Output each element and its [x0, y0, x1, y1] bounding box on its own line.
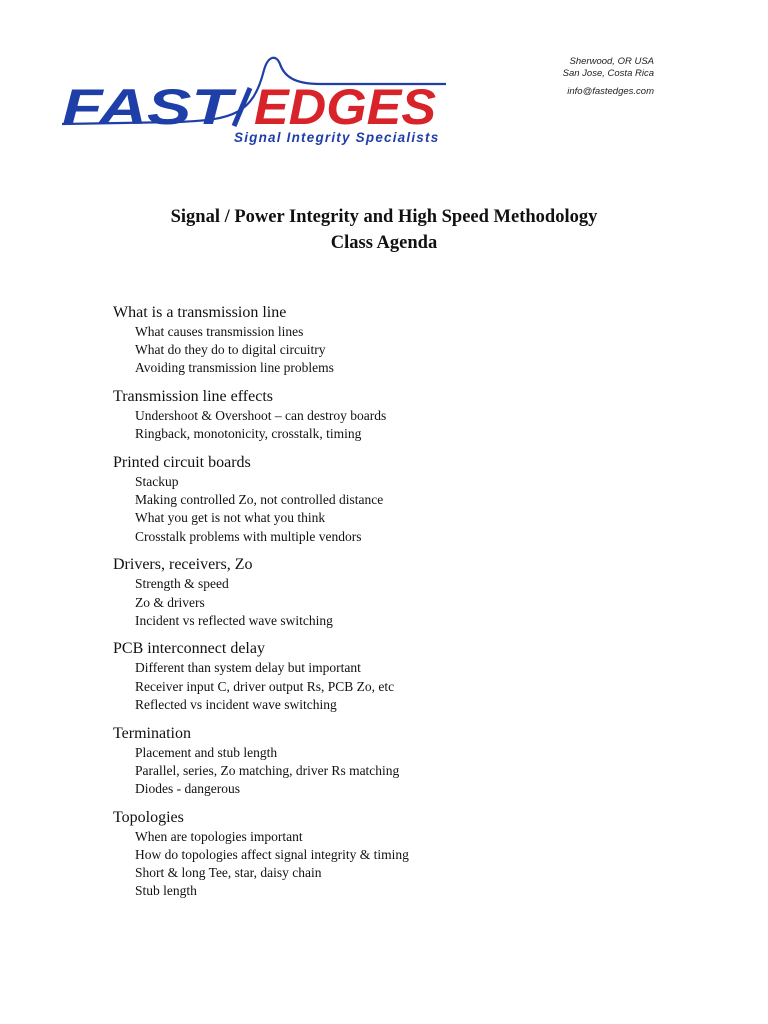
section-title: What is a transmission line — [113, 304, 287, 321]
section-title: Printed circuit boards — [113, 454, 251, 472]
contact-block — [563, 56, 654, 98]
agenda-item: Avoiding transmission line problems — [135, 360, 334, 376]
agenda-item: How do topologies affect signal integrity & timing — [135, 846, 409, 862]
svg-text:EDGES: EDGES — [254, 79, 436, 135]
agenda-item: Ringback, monotonicity, crosstalk, timing — [135, 426, 362, 442]
agenda-section — [113, 638, 713, 714]
agenda-list — [113, 302, 713, 909]
agenda-item: Stackup — [135, 474, 179, 490]
agenda-item: Zo & drivers — [135, 594, 205, 610]
agenda-item: What causes transmission lines — [135, 324, 304, 339]
agenda-item: Reflected vs incident wave switching — [135, 696, 337, 712]
agenda-item: Placement and stub length — [135, 744, 278, 760]
logo-tagline: Signal Integrity Specialists — [234, 130, 440, 145]
section-title: Transmission line effects — [113, 388, 273, 406]
agenda-item: Stub length — [135, 883, 197, 899]
agenda-section — [113, 302, 713, 378]
agenda-section — [113, 452, 713, 546]
agenda-item: Different than system delay but important — [135, 660, 361, 676]
agenda-item: When are topologies important — [135, 828, 303, 844]
agenda-section — [113, 386, 713, 443]
title-line-2: Class Agenda — [330, 233, 438, 253]
section-title: Drivers, receivers, Zo — [113, 556, 253, 574]
section-title: Topologies — [113, 808, 184, 826]
agenda-item: What you get is not what you think — [135, 510, 326, 526]
agenda-item: What do they do to digital circuitry — [135, 342, 326, 358]
agenda-item: Making controlled Zo, not controlled distance — [135, 492, 384, 508]
agenda-item: Receiver input C, driver output Rs, PCB Zo, etc — [135, 678, 395, 694]
contact-location-2: San Jose, Costa Rica — [562, 68, 654, 79]
title-line-1: Signal / Power Integrity and High Speed Methodology — [170, 207, 598, 227]
agenda-item: Parallel, series, Zo matching, driver Rs matching — [135, 762, 400, 778]
document-title — [0, 204, 768, 256]
agenda-section — [113, 554, 713, 630]
agenda-section — [113, 723, 713, 799]
section-title: Termination — [113, 724, 191, 742]
agenda-item: Undershoot & Overshoot – can destroy boards — [135, 408, 387, 424]
agenda-item: Short & long Tee, star, daisy chain — [135, 865, 322, 881]
svg-text:FAST: FAST — [62, 79, 238, 135]
agenda-section — [113, 807, 713, 901]
agenda-item: Crosstalk problems with multiple vendors — [135, 528, 362, 544]
fast-edges-logo — [58, 50, 558, 156]
section-title: PCB interconnect delay — [113, 640, 265, 658]
agenda-item: Diodes - dangerous — [135, 780, 240, 796]
agenda-item: Incident vs reflected wave switching — [135, 612, 333, 628]
contact-email: info@fastedges.com — [567, 86, 654, 97]
agenda-item: Strength & speed — [135, 576, 229, 592]
contact-location-1: Sherwood, OR USA — [569, 56, 654, 67]
